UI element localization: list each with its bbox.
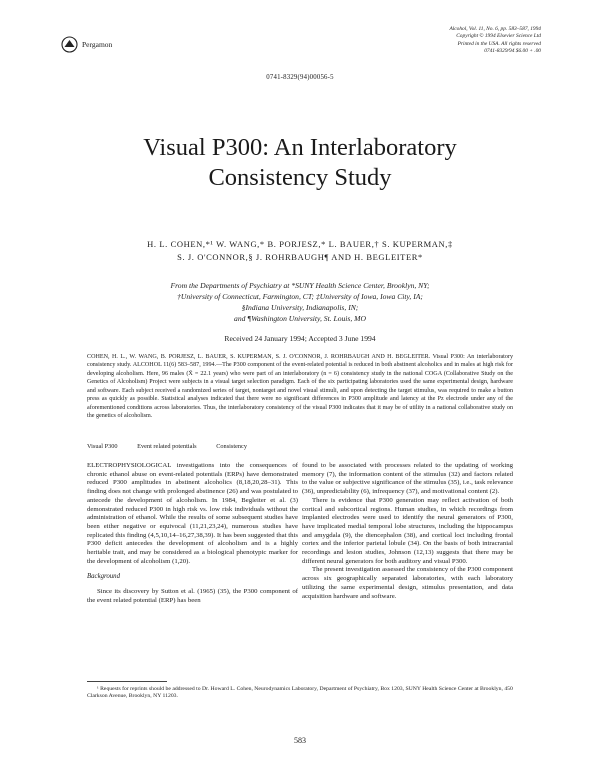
page-number: 583 bbox=[294, 736, 306, 745]
journal-info bbox=[449, 26, 541, 55]
journal-line: Copyright © 1994 Elsevier Science Ltd bbox=[456, 33, 541, 40]
left-column bbox=[87, 462, 298, 606]
journal-line: 0741-8329/94 $6.00 + .00 bbox=[484, 47, 541, 54]
affiliations bbox=[0, 280, 600, 324]
body-paragraph: There is evidence that P300 generation may reflect activation of both cortical and subcortical regions. Human studies, in which recordings from implanted electrodes were used to identify the neural generators of P300, have implicated medial temporal lobe structures, including the hippocampus and amygdala (9), the diencephalon (38), and cortical loci including frontal cortex and the inferior parietal lobule (34). On the basis of both intracranial recordings and lesion studies, Johnson (12,13) suggests that there may be different neural generators for both auditory and visual P300. bbox=[302, 496, 513, 565]
affiliation-line: From the Departments of Psychiatry at *SUNY Health Science Center, Brooklyn, NY; bbox=[170, 281, 430, 290]
abstract: COHEN, H. L., W. WANG, B. PORJESZ, L. BAUER, S. KUPERMAN, S. J. O'CONNOR, J. ROHRBAUGH AND H. BEGLEITER. Visual P300: An interlaboratory consistency study. ALCOHOL 11(6) 583–587, 1994.—The P300 component of the event-related potential is reduced in both abstinent alcoholics and in males at high risk for developing alcoholism. Here, 96 males (X̄ = 22.1 years) who were part of an interlaboratory (n = 6) consistency study in the national COGA (Collaborative Study on the Genetics of Alcoholism) Project were subjects in a visual target selection paradigm. Each of the six participating laboratories used the same experimental design, hardware and software. Each subject received a randomized series of target, nontarget and novel visual stimuli, and upon detecting the target stimulus, was required to make a button press as quickly as possible. Statistical analyses indicated that there were no significant differences in P300 amplitude and latency at the Pz electrode under any of the aforementioned conditions across laboratories. Thus, the interlaboratory consistency of the visual P300 indicates that it may be of utility in a national collaborative study on the genetics of alcoholism. bbox=[87, 354, 513, 420]
author-line: H. L. COHEN,*¹ W. WANG,* B. PORJESZ,* L. BAUER,† S. KUPERMAN,‡ bbox=[147, 239, 453, 249]
journal-line: Alcohol, Vol. 11, No. 6, pp. 583–587, 1994 bbox=[449, 26, 541, 32]
affiliation-line: and ¶Washington University, St. Louis, MO bbox=[234, 314, 366, 323]
section-heading-background: Background bbox=[87, 573, 120, 581]
body-paragraph: found to be associated with processes related to the updating of working memory (7), the information content of the stimulus (32) and factors related to the value or subjective significance of the stimulus (35), i.e., task relevance (36), unpredictability (6), infrequency (37), and motivational content (2). bbox=[302, 462, 513, 496]
title-line: Visual P300: An Interlaboratory bbox=[143, 134, 457, 161]
body-paragraph: The present investigation assessed the consistency of the P300 component across six geographically separated laboratories, with each laboratory utilizing the same experimental design, stimulus presentation, and data acquisition hardware and software. bbox=[302, 566, 513, 600]
author-list bbox=[0, 238, 600, 264]
keyword: Consistency bbox=[216, 443, 247, 450]
intro-paragraph: ELECTROPHYSIOLOGICAL investigations into the consequences of chronic ethanol abuse on event-related potentials (ERPs) have demonstrated reduced P300 amplitudes in abstinent alcoholics (8,18,20,28–31). This finding does not change with prolonged abstinence (26) and was postulated to antecede the development of alcoholism. In 1984, Begleiter et al. (3) demonstrated reduced P300 in high risk vs. low risk individuals without the administration of ethanol. While the results of some subsequent studies have been either negative or equivocal (11,21,23,24), numerous studies have replicated this finding (4,5,10,14–16,27,38,39). It has been suggested that this P300 deficit antecedes the development of alcoholism and is a highly heritable trait, and may be considered as a biological phenotypic marker for the development of alcoholism (1,20). bbox=[87, 462, 298, 565]
received-dates: Received 24 January 1994; Accepted 3 June 1994 bbox=[224, 334, 376, 343]
keywords bbox=[87, 443, 513, 450]
background-paragraph: Since its discovery by Sutton et al. (1965) (35), the P300 component of the event related potential (ERP) has been bbox=[87, 588, 298, 604]
footnote: ¹ Requests for reprints should be addressed to Dr. Howard L. Cohen, Neurodynamics Laboratory, Department of Psychiatry, Box 1203, SUNY Health Science Center at Brooklyn, 450 Clarkson Avenue, Brooklyn, NY 11203. bbox=[87, 686, 513, 700]
journal-line: Printed in the USA. All rights reserved bbox=[457, 40, 541, 47]
pii-code: 0741-8329(94)00056-5 bbox=[266, 74, 334, 81]
footnote-rule bbox=[87, 681, 167, 682]
right-column bbox=[302, 462, 513, 601]
publisher-logo-icon bbox=[61, 36, 78, 53]
affiliation-line: §Indiana University, Indianapolis, IN; bbox=[241, 303, 359, 312]
article-title bbox=[0, 133, 600, 193]
author-line: S. J. O'CONNOR,§ J. ROHRBAUGH¶ AND H. BEGLEITER* bbox=[177, 252, 423, 262]
keyword: Visual P300 bbox=[87, 443, 118, 450]
affiliation-line: †University of Connecticut, Farmington, CT; ‡University of Iowa, Iowa City, IA; bbox=[177, 292, 423, 301]
keyword: Event related potentials bbox=[137, 443, 197, 450]
publisher-name: Pergamon bbox=[82, 40, 113, 49]
title-line: Consistency Study bbox=[208, 164, 392, 191]
